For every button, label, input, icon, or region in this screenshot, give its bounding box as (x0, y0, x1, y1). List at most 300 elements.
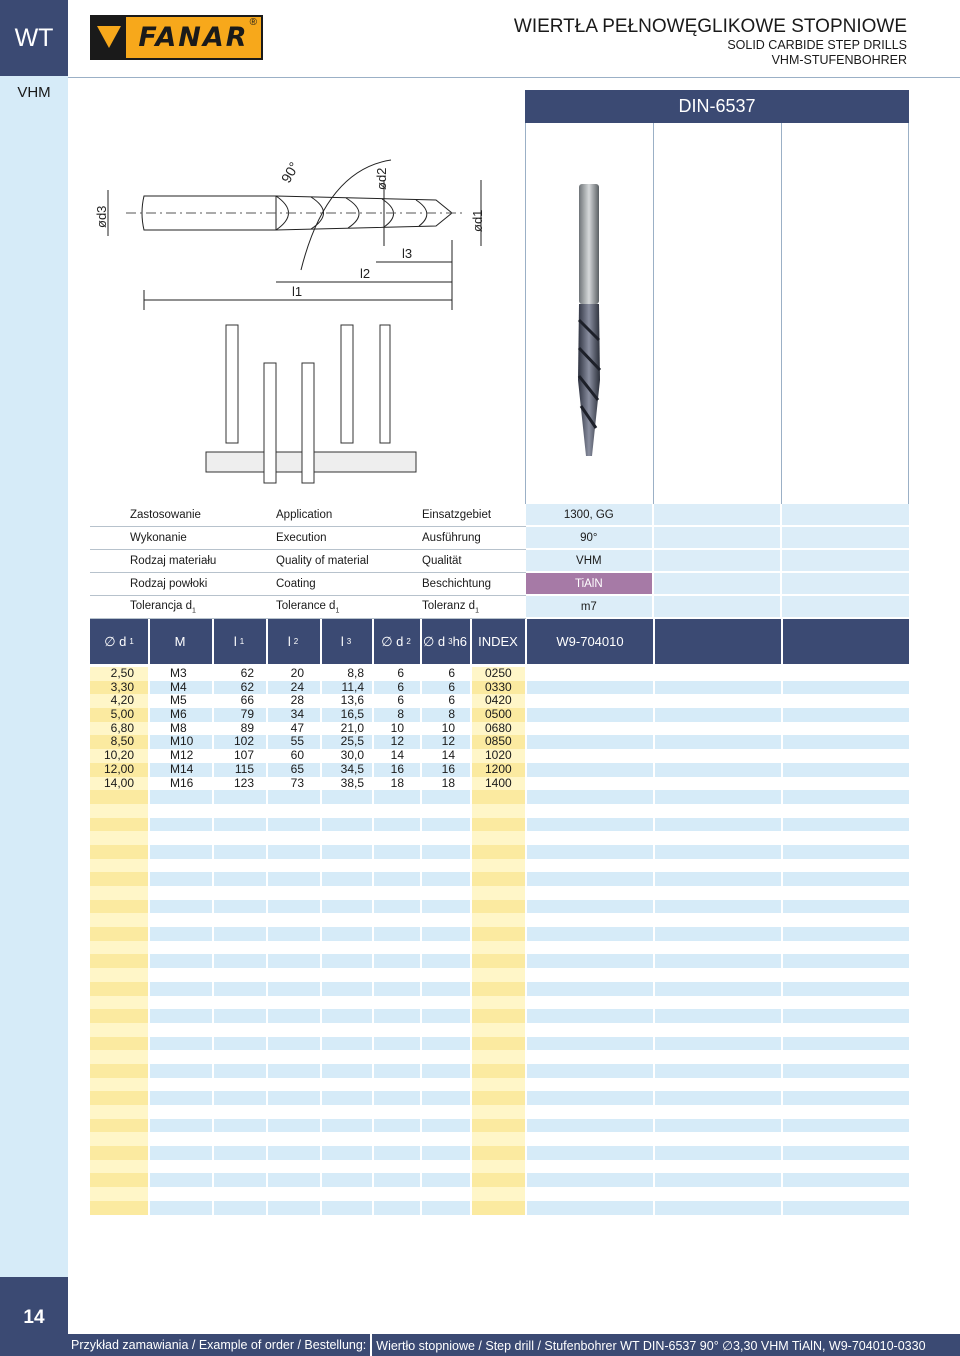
coating-value: TiAlN (526, 573, 652, 594)
cell-gap (372, 982, 374, 996)
cell-gap (212, 749, 214, 763)
order-example-bar (68, 1334, 960, 1356)
cell-gap (525, 872, 527, 886)
cell-gap (420, 681, 422, 695)
cell-dd3 (425, 845, 455, 859)
cell-gap (266, 831, 268, 845)
cell-gap (653, 804, 655, 818)
cell-d1: 10,20 (90, 749, 148, 763)
cell-gap (470, 1037, 472, 1051)
header-separator (372, 619, 374, 664)
header-separator (266, 619, 268, 664)
cell-gap (653, 1037, 655, 1051)
cell-l1: 79 (240, 707, 254, 722)
cell-l2: 28 (290, 693, 304, 708)
cell-gap (653, 886, 655, 900)
cell-l2 (270, 1146, 304, 1160)
cell-gap (781, 1091, 783, 1105)
cell-gap (148, 1146, 150, 1160)
cell-gap (653, 790, 655, 804)
property-label-de: Einsatzgebiet (422, 509, 492, 521)
cell-l3: 11,4 (341, 679, 364, 694)
technical-drawing (86, 150, 506, 490)
cell-l1 (214, 1078, 254, 1092)
cell-dd3 (425, 982, 455, 996)
cell-gap (470, 722, 472, 736)
cell-gap (320, 886, 322, 900)
cell-gap (470, 804, 472, 818)
cell-gap (212, 763, 214, 777)
cell-gap (781, 735, 783, 749)
property-label-de: Beschichtung (422, 578, 492, 590)
empty-cell (782, 573, 909, 594)
cell-gap (148, 1064, 150, 1078)
cell-gap (320, 1105, 322, 1119)
cell-l3 (326, 886, 364, 900)
cell-l2: 55 (290, 734, 304, 749)
empty-table-row (90, 1187, 909, 1201)
cell-dd2 (376, 1132, 404, 1146)
cell-l3 (326, 859, 364, 873)
cell-gap (148, 1009, 150, 1023)
cell-d1 (90, 1037, 148, 1051)
cell-gap (148, 777, 150, 791)
cell-idx (471, 968, 525, 982)
cell-dd2 (376, 1105, 404, 1119)
cell-gap (266, 968, 268, 982)
empty-table-row (90, 818, 909, 832)
cell-dd2 (376, 845, 404, 859)
cell-gap (781, 1078, 783, 1092)
cell-d1 (90, 941, 148, 955)
cell-d1 (90, 968, 148, 982)
empty-table-row (90, 1119, 909, 1133)
cell-gap (212, 1201, 214, 1215)
cell-d1 (90, 913, 148, 927)
cell-gap (420, 735, 422, 749)
cell-gap (266, 735, 268, 749)
cell-dd3 (425, 1132, 455, 1146)
cell-gap (212, 1146, 214, 1160)
cell-gap (266, 1023, 268, 1037)
table-row (90, 749, 909, 763)
cell-dd3: 16 (441, 761, 455, 776)
cell-m: M12 (170, 748, 194, 763)
cell-gap (372, 1009, 374, 1023)
cell-gap (470, 1187, 472, 1201)
cell-gap (653, 900, 655, 914)
cell-gap (781, 1201, 783, 1215)
cell-gap (212, 845, 214, 859)
cell-gap (525, 982, 527, 996)
cell-gap (148, 1187, 150, 1201)
cell-gap (212, 735, 214, 749)
cell-gap (781, 982, 783, 996)
cell-gap (212, 886, 214, 900)
cell-gap (372, 667, 374, 681)
cell-gap (525, 790, 527, 804)
drawing-label-d3: ød3 (94, 205, 109, 228)
cell-gap (525, 886, 527, 900)
cell-dd3 (425, 818, 455, 832)
property-row (90, 527, 526, 550)
cell-gap (653, 1146, 655, 1160)
cell-gap (212, 804, 214, 818)
cell-idx (471, 886, 525, 900)
cell-gap (372, 1173, 374, 1187)
cell-gap (470, 886, 472, 900)
cell-l2 (270, 1105, 304, 1119)
cell-gap (212, 913, 214, 927)
property-label-pl: Tolerancja $d_1$ (130, 599, 196, 615)
cell-d1 (90, 954, 148, 968)
cell-l2 (270, 1173, 304, 1187)
header-d1-text: ∅ d (104, 633, 127, 649)
cell-gap (653, 1201, 655, 1215)
property-label-pl: Rodzaj materiału (130, 555, 217, 567)
cell-gap (470, 1160, 472, 1174)
cell-d1 (90, 886, 148, 900)
table-row (90, 722, 909, 736)
cell-gap (781, 1173, 783, 1187)
cell-dd3 (425, 927, 455, 941)
cell-gap (372, 818, 374, 832)
header-l3 (320, 619, 372, 664)
cell-gap (653, 831, 655, 845)
cell-l1 (214, 900, 254, 914)
cell-gap (420, 968, 422, 982)
cell-gap (525, 1187, 527, 1201)
cell-gap (781, 1105, 783, 1119)
cell-gap (781, 845, 783, 859)
cell-gap (212, 681, 214, 695)
cell-gap (653, 1119, 655, 1133)
cell-dd2 (376, 886, 404, 900)
cell-dd3 (425, 1064, 455, 1078)
cell-gap (320, 777, 322, 791)
cell-gap (266, 900, 268, 914)
cell-idx: 1020 (471, 749, 525, 763)
cell-gap (653, 1132, 655, 1146)
cell-gap (372, 681, 374, 695)
cell-gap (148, 790, 150, 804)
cell-gap (212, 872, 214, 886)
cell-gap (470, 982, 472, 996)
cell-d1 (90, 900, 148, 914)
cell-gap (470, 1091, 472, 1105)
cell-gap (320, 1078, 322, 1092)
cell-dd2: 14 (390, 748, 404, 763)
cell-gap (148, 763, 150, 777)
cell-gap (781, 1050, 783, 1064)
cell-l2 (270, 968, 304, 982)
cell-gap (212, 1160, 214, 1174)
cell-gap (470, 845, 472, 859)
cell-idx: 0420 (471, 694, 525, 708)
cell-l2 (270, 790, 304, 804)
cell-gap (320, 927, 322, 941)
property-row (90, 596, 526, 619)
cell-gap (781, 872, 783, 886)
cell-gap (420, 1064, 422, 1078)
cell-dd2 (376, 1173, 404, 1187)
empty-table-row (90, 1173, 909, 1187)
cell-gap (372, 1201, 374, 1215)
cell-gap (372, 1132, 374, 1146)
cell-gap (266, 941, 268, 955)
cell-gap (420, 927, 422, 941)
cell-l3: 38,5 (340, 775, 364, 790)
cell-gap (266, 708, 268, 722)
cell-l3 (326, 1201, 364, 1215)
cell-gap (470, 954, 472, 968)
cell-dd2: 8 (397, 707, 404, 722)
cell-d1: 4,20 (90, 694, 148, 708)
cell-gap (470, 735, 472, 749)
cell-gap (320, 1023, 322, 1037)
cell-idx (471, 1187, 525, 1201)
cell-gap (320, 1050, 322, 1064)
cell-gap (372, 1105, 374, 1119)
cell-gap (525, 818, 527, 832)
cell-gap (212, 927, 214, 941)
cell-l2 (270, 954, 304, 968)
cell-gap (148, 749, 150, 763)
cell-d1 (90, 982, 148, 996)
cell-gap (653, 941, 655, 955)
property-label-de: Ausführung (422, 532, 481, 544)
cell-d1 (90, 872, 148, 886)
cell-gap (266, 722, 268, 736)
cell-idx (471, 982, 525, 996)
empty-table-row (90, 927, 909, 941)
cell-gap (372, 859, 374, 873)
cell-gap (148, 954, 150, 968)
header-separator (148, 619, 150, 664)
header-index-text: INDEX (478, 634, 518, 649)
cell-gap (212, 954, 214, 968)
empty-table-row (90, 886, 909, 900)
cell-gap (148, 900, 150, 914)
cell-gap (266, 818, 268, 832)
cell-gap (148, 1105, 150, 1119)
cell-m: M5 (170, 693, 187, 708)
cell-idx (471, 1146, 525, 1160)
cell-gap (372, 1050, 374, 1064)
cell-gap (148, 968, 150, 982)
cell-dd3 (425, 1201, 455, 1215)
cell-gap (266, 804, 268, 818)
cell-dd2: 10 (390, 720, 404, 735)
cell-gap (372, 804, 374, 818)
cell-gap (320, 790, 322, 804)
cell-idx (471, 927, 525, 941)
cell-dd2 (376, 790, 404, 804)
drawing-label-l2: l2 (360, 266, 371, 281)
cell-dd2 (376, 859, 404, 873)
cell-l2 (270, 1078, 304, 1092)
cell-dd2 (376, 1037, 404, 1051)
cell-gap (525, 968, 527, 982)
cell-l3 (326, 845, 364, 859)
cell-gap (525, 735, 527, 749)
page-subtitle-en: SOLID CARBIDE STEP DRILLS (727, 38, 907, 52)
cell-dd2 (376, 1091, 404, 1105)
cell-dd2 (376, 1009, 404, 1023)
cell-idx (471, 1105, 525, 1119)
cell-gap (320, 804, 322, 818)
cell-l1 (214, 804, 254, 818)
property-label-en: Tolerance $d_1$ (276, 599, 340, 615)
cell-gap (781, 681, 783, 695)
cell-l3 (326, 1160, 364, 1174)
cell-l2: 47 (290, 720, 304, 735)
cell-idx (471, 954, 525, 968)
cell-gap (653, 667, 655, 681)
empty-table-row (90, 1091, 909, 1105)
cell-d1 (90, 1201, 148, 1215)
page-number-tab (0, 1277, 68, 1356)
cell-l3 (326, 982, 364, 996)
empty-table-row (90, 968, 909, 982)
cell-gap (372, 763, 374, 777)
cell-gap (653, 1160, 655, 1174)
cell-l1 (214, 927, 254, 941)
cell-gap (781, 804, 783, 818)
cell-gap (212, 818, 214, 832)
cell-l3 (326, 1091, 364, 1105)
cell-dd2 (376, 968, 404, 982)
cell-gap (320, 859, 322, 873)
header-d3-suffix: h6 (452, 634, 468, 649)
cell-gap (525, 845, 527, 859)
cell-gap (266, 763, 268, 777)
cell-gap (212, 1050, 214, 1064)
cell-gap (148, 1078, 150, 1092)
cell-idx (471, 872, 525, 886)
cell-gap (148, 1091, 150, 1105)
cell-gap (653, 818, 655, 832)
cell-gap (266, 954, 268, 968)
cell-gap (525, 859, 527, 873)
cell-gap (372, 886, 374, 900)
cell-dd3 (425, 941, 455, 955)
cell-l3 (326, 1105, 364, 1119)
cell-d1 (90, 1173, 148, 1187)
cell-idx: 1400 (471, 777, 525, 791)
cell-l3 (326, 1064, 364, 1078)
column-guide (653, 123, 654, 504)
cell-gap (525, 708, 527, 722)
cell-gap (266, 913, 268, 927)
cell-idx: 0680 (471, 722, 525, 736)
empty-table-row (90, 1037, 909, 1051)
cell-gap (781, 954, 783, 968)
cell-gap (212, 941, 214, 955)
empty-cell (782, 550, 909, 571)
cell-l2 (270, 859, 304, 873)
header-l2 (266, 619, 320, 664)
empty-table-row (90, 1132, 909, 1146)
cell-l2 (270, 900, 304, 914)
cell-gap (148, 1201, 150, 1215)
cell-l3 (326, 927, 364, 941)
cell-gap (420, 831, 422, 845)
cell-idx (471, 1050, 525, 1064)
cell-gap (653, 968, 655, 982)
cell-gap (420, 1105, 422, 1119)
cell-dd3 (425, 1050, 455, 1064)
cell-gap (653, 708, 655, 722)
side-strip (0, 0, 68, 1356)
empty-table-row (90, 831, 909, 845)
cell-gap (781, 708, 783, 722)
cell-gap (420, 1023, 422, 1037)
cell-gap (420, 1187, 422, 1201)
cell-l3 (326, 968, 364, 982)
cell-gap (372, 927, 374, 941)
cell-gap (781, 996, 783, 1010)
cell-gap (212, 1064, 214, 1078)
property-value-row (526, 550, 909, 573)
cell-gap (781, 777, 783, 791)
cell-l1 (214, 872, 254, 886)
cell-l1 (214, 790, 254, 804)
cell-dd3 (425, 831, 455, 845)
cell-l1 (214, 1037, 254, 1051)
property-label-pl: Zastosowanie (130, 509, 201, 521)
cell-gap (525, 1173, 527, 1187)
cell-gap (372, 968, 374, 982)
cell-gap (470, 818, 472, 832)
cell-gap (148, 831, 150, 845)
cell-gap (781, 1119, 783, 1133)
table-row (90, 777, 909, 791)
cell-l1 (214, 996, 254, 1010)
cell-gap (266, 886, 268, 900)
cell-gap (525, 1064, 527, 1078)
cell-dd2 (376, 1023, 404, 1037)
cell-gap (781, 913, 783, 927)
cell-dd2 (376, 1050, 404, 1064)
footer-separator (370, 1334, 372, 1356)
cell-idx (471, 1023, 525, 1037)
cell-gap (266, 859, 268, 873)
cell-dd3: 18 (441, 775, 455, 790)
cell-gap (266, 872, 268, 886)
empty-cell (782, 596, 909, 617)
cell-gap (653, 872, 655, 886)
cell-gap (525, 913, 527, 927)
cell-gap (148, 1173, 150, 1187)
table-row (90, 763, 909, 777)
cell-m: M6 (170, 707, 187, 722)
cell-gap (266, 1201, 268, 1215)
cell-idx (471, 900, 525, 914)
table-row (90, 694, 909, 708)
cell-gap (420, 708, 422, 722)
drawing-label-l3: l3 (402, 246, 413, 261)
cell-gap (212, 1187, 214, 1201)
cell-gap (781, 1132, 783, 1146)
cell-gap (266, 845, 268, 859)
cell-dd3 (425, 1037, 455, 1051)
cell-dd3 (425, 968, 455, 982)
cell-gap (266, 777, 268, 791)
cell-idx (471, 996, 525, 1010)
cell-gap (266, 1132, 268, 1146)
empty-cell (654, 573, 781, 594)
